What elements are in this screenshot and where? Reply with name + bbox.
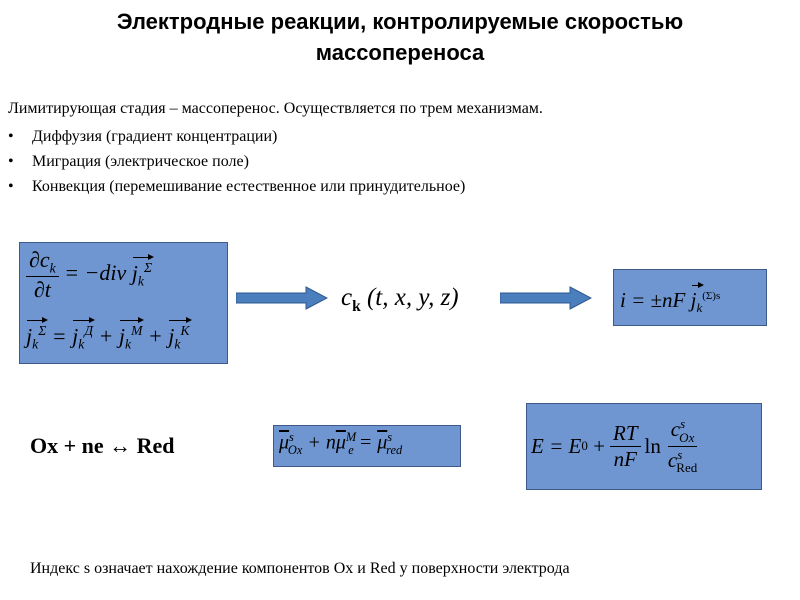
k-subscript: k: [696, 300, 703, 316]
continuity-equation: [26, 247, 152, 303]
title-line-1: Электродные реакции, контролируемые скоростью: [116, 9, 684, 34]
right-arrow-icon: [236, 286, 328, 310]
j-symbol: j: [72, 323, 79, 349]
s-superscript: s: [680, 416, 686, 432]
s-superscript: s: [289, 430, 294, 444]
mu-symbol: $\overline{\mu}$: [377, 431, 388, 454]
c-symbol: c: [667, 447, 678, 472]
plus-n: + n: [307, 431, 336, 454]
j-total-vector: [26, 323, 46, 353]
partial-derivative: [26, 247, 59, 303]
rt-over-nf: [610, 421, 641, 472]
concentration-function: [341, 284, 459, 316]
d-superscript: Д: [84, 323, 94, 338]
current-equation: [620, 288, 720, 316]
k-subscript: k: [137, 273, 144, 289]
sigma-superscript: Σ: [143, 259, 153, 275]
red-subscript: red: [386, 442, 403, 457]
k-subscript: k: [352, 298, 361, 315]
k-subscript: k: [174, 336, 181, 352]
k-subscript: k: [125, 336, 132, 352]
dt-symbol: ∂t: [33, 277, 51, 303]
nernst-equation-box: [526, 403, 762, 490]
mechanism-list: [8, 124, 465, 199]
equals-sign: =: [51, 323, 67, 349]
footer-note: Индекс s означает нахождение компонентов Ox и Red у поверхности электрода: [30, 560, 570, 577]
equals-sign: =: [358, 431, 373, 454]
k-subscript: k: [32, 336, 39, 352]
intro-text: Лимитирующая стадия – массоперенос. Осуществляется по трем механизмам.: [8, 100, 543, 117]
ln-symbol: ln: [644, 433, 661, 458]
flux-sum-equation: [26, 323, 190, 353]
function-arguments: (t, x, y, z): [366, 284, 459, 311]
j-total-vector: [691, 288, 703, 316]
red-subscript: Red: [676, 459, 698, 475]
rt-numerator: RT: [610, 421, 641, 447]
title-line-2: массопереноса: [315, 40, 485, 65]
plus-sign: +: [591, 433, 607, 458]
mechanism-convection: • Конвекция (перемешивание естественное или принудительное): [8, 174, 465, 199]
j-symbol: j: [690, 288, 697, 312]
mechanism-migration: • Миграция (электрическое поле): [8, 149, 465, 174]
current-equation-box: [613, 269, 767, 326]
c-symbol: c: [670, 417, 681, 442]
redox-reaction: Ox + ne ↔ Red: [30, 433, 175, 458]
j-migration-vector: [119, 323, 143, 353]
ox-subscript: Ox: [679, 429, 695, 445]
j-symbol: j: [131, 260, 138, 286]
m-superscript: M: [345, 430, 357, 444]
sigma-s-superscript: (Σ)s: [702, 290, 721, 302]
flux-equation-box: [19, 242, 228, 364]
mu-symbol: $\overline{\mu}$: [335, 431, 346, 454]
concentration-ratio: [665, 416, 700, 475]
plus-sign: +: [147, 323, 163, 349]
dc-symbol: ∂c: [29, 247, 50, 272]
current-lhs: i = ±nF: [620, 288, 686, 312]
j-symbol: j: [168, 323, 175, 349]
s-superscript: s: [387, 430, 393, 444]
mechanism-diffusion: • Диффузия (градиент концентрации): [8, 124, 465, 149]
k-subscript: k: [78, 336, 85, 352]
e-subscript: e: [348, 442, 354, 457]
chemical-potential-equation: [279, 430, 402, 458]
ox-subscript: Ox: [287, 442, 303, 457]
slide-title: [0, 6, 800, 68]
div-operator: = −div: [64, 260, 127, 286]
zero-superscript: 0: [581, 438, 588, 453]
right-arrow-icon: [500, 286, 592, 310]
j-symbol: j: [118, 323, 125, 349]
nernst-lhs: E = E: [531, 433, 582, 458]
k-subscript: k: [49, 260, 56, 276]
mu-symbol: $\overline{\mu}$: [279, 431, 290, 454]
j-convection-vector: [168, 323, 189, 353]
nf-denominator: nF: [613, 446, 637, 471]
sigma-superscript: Σ: [38, 323, 47, 338]
chemical-potential-box: [273, 425, 461, 467]
j-diffusion-vector: [72, 323, 93, 353]
j-sigma-vector: [132, 260, 152, 290]
s-superscript: s: [677, 446, 683, 462]
j-symbol: j: [26, 323, 33, 349]
m-superscript: M: [131, 323, 143, 338]
nernst-equation: [531, 414, 700, 478]
k-superscript: K: [180, 323, 190, 338]
plus-sign: +: [98, 323, 114, 349]
c-symbol: c: [341, 284, 353, 311]
